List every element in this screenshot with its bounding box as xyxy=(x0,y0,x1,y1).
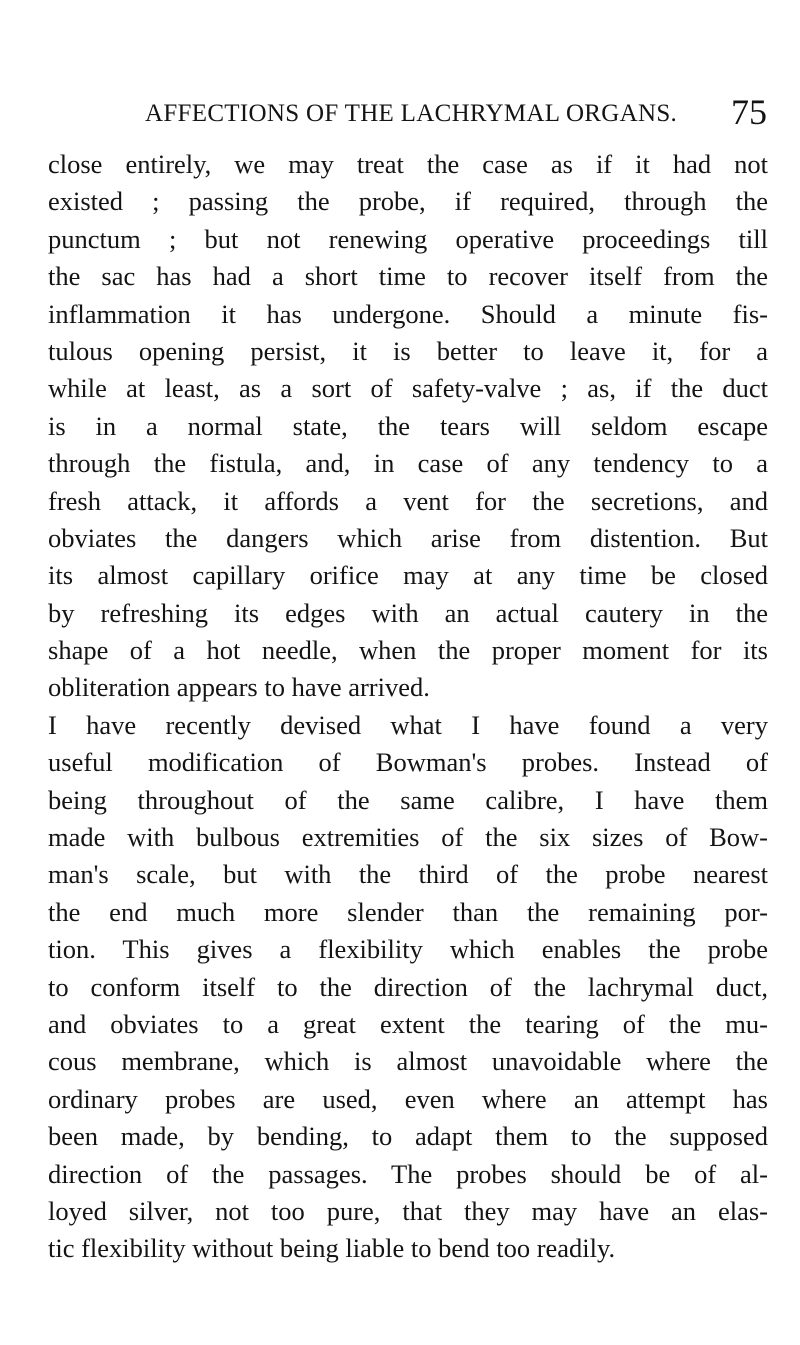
text-line: while at least, as a sort of safety-valve ; as, if the duct xyxy=(48,373,768,404)
text-line: to conform itself to the direction of the lachrymal duct, xyxy=(48,971,768,1002)
text-line: shape of a hot needle, when the proper moment for its xyxy=(48,635,768,666)
text-line: direction of the passages. The probes should be of al- xyxy=(48,1158,768,1189)
text-line: and obviates to a great extent the tearing of the mu- xyxy=(48,1008,768,1039)
paragraph-end-line: tic flexibility without being liable to bend too readily. xyxy=(48,1233,616,1264)
text-line: loyed silver, not too pure, that they may have an elas- xyxy=(48,1195,768,1226)
text-line: ordinary probes are used, even where an attempt has xyxy=(48,1083,768,1114)
text-line: existed ; passing the probe, if required, through the xyxy=(48,186,768,217)
text-line: tion. This gives a flexibility which enables the probe xyxy=(48,934,768,965)
text-line: is in a normal state, the tears will seldom escape xyxy=(48,410,768,441)
text-line: inflammation it has undergone. Should a minute fis- xyxy=(48,298,768,329)
page-number: 75 xyxy=(731,92,767,132)
text-line: through the fistula, and, in case of any tendency to a xyxy=(48,448,768,479)
text-line: useful modification of Bowman's probes. Instead of xyxy=(48,747,768,778)
text-line: being throughout of the same calibre, I have them xyxy=(48,784,768,815)
text-line: the sac has had a short time to recover itself from the xyxy=(48,261,768,292)
text-line: obviates the dangers which arise from distention. But xyxy=(48,522,768,553)
running-title: AFFECTIONS OF THE LACHRYMAL ORGANS. xyxy=(145,100,678,127)
text-line: its almost capillary orifice may at any time be closed xyxy=(48,560,768,591)
running-head xyxy=(145,94,767,134)
text-line: tulous opening persist, it is better to leave it, for a xyxy=(48,335,768,366)
text-line: man's scale, but with the third of the probe nearest xyxy=(48,859,768,890)
text-line: been made, by bending, to adapt them to the supposed xyxy=(48,1121,768,1152)
text-line: punctum ; but not renewing operative proceedings till xyxy=(48,223,768,254)
body-text xyxy=(48,146,768,1268)
text-line: cous membrane, which is almost unavoidable where the xyxy=(48,1046,768,1077)
paragraph-end-line: obliteration appears to have arrived. xyxy=(48,672,430,703)
text-line: close entirely, we may treat the case as if it had not xyxy=(48,149,768,179)
text-line: I have recently devised what I have found a very xyxy=(48,709,768,740)
text-line: fresh attack, it affords a vent for the secretions, and xyxy=(48,485,768,516)
text-line: by refreshing its edges with an actual cautery in the xyxy=(48,597,768,628)
text-line: made with bulbous extremities of the six sizes of Bow- xyxy=(48,822,768,853)
text-line: the end much more slender than the remaining por- xyxy=(48,896,768,927)
